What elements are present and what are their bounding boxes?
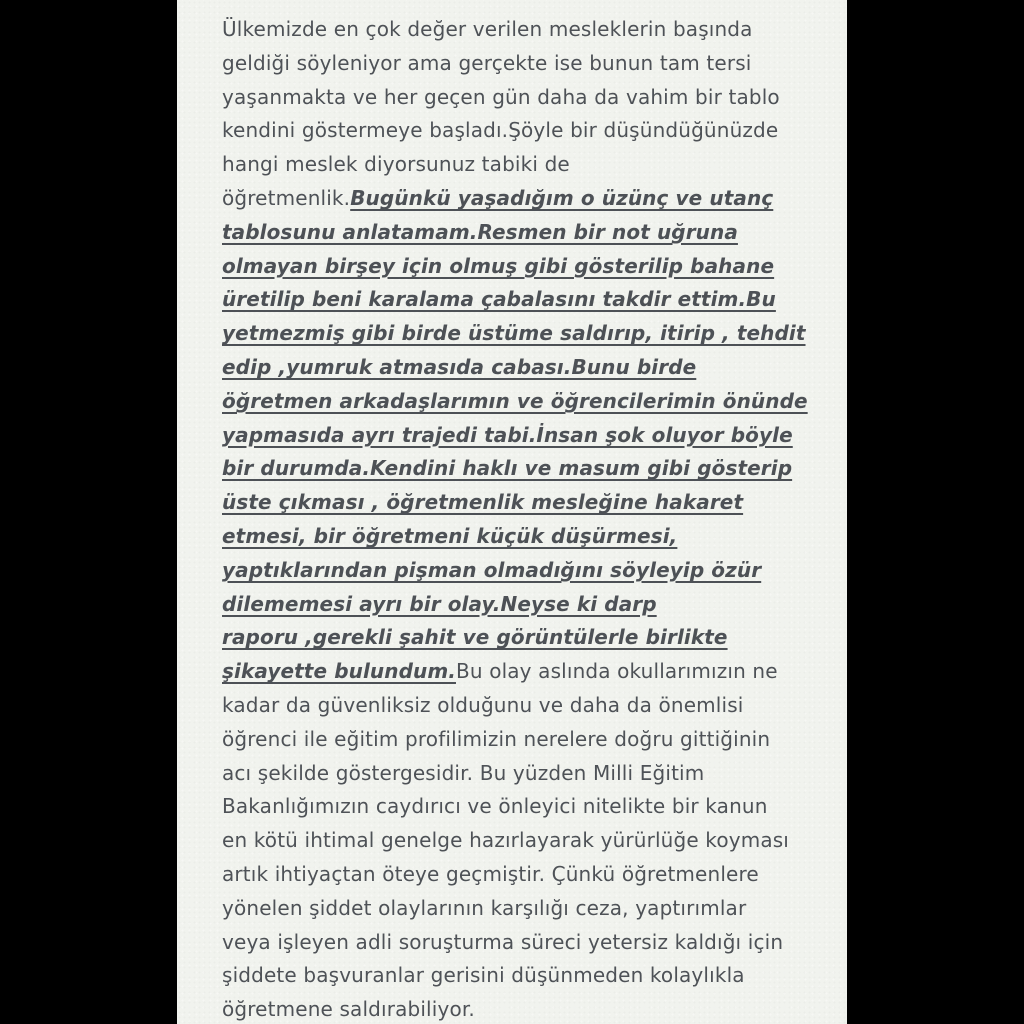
text-line-7 [222, 216, 822, 250]
text-line-3 [222, 81, 822, 115]
plain-text: Ülkemizde en çok değer verilen mesleklerin başında [222, 17, 753, 41]
plain-text: kendini göstermeye başladı.Şöyle bir düşündüğünüzde [222, 118, 779, 143]
text-line-20 [222, 655, 822, 689]
text-line-9 [222, 283, 822, 317]
emphasized-text: yetmezmiş gibi birde üstüme saldırıp, itirip , tehdit [222, 321, 806, 346]
text-line-22 [222, 723, 822, 757]
text-line-17 [222, 554, 822, 588]
text-line-10 [222, 317, 822, 351]
text-line-2 [222, 47, 822, 81]
text-line-16 [222, 520, 822, 554]
text-line-4 [222, 114, 822, 148]
text-line-14 [222, 452, 822, 486]
text-line-24 [222, 790, 822, 824]
emphasized-text: edip ,yumruk atmasıda cabası.Bunu birde [222, 354, 697, 379]
emphasized-text: şikayette bulundum. [222, 659, 456, 684]
plain-text: artık ihtiyaçtan öteye geçmiştir. Çünkü öğretmenlere [222, 861, 759, 886]
text-line-30 [222, 993, 822, 1024]
plain-text: hangi meslek diyorsunuz tabiki de [222, 152, 570, 177]
text-line-21 [222, 689, 822, 723]
text-line-23 [222, 757, 822, 791]
emphasized-text: yaptıklarından pişman olmadığını söyleyip özür [222, 557, 762, 582]
plain-text: öğretmenlik. [222, 185, 351, 210]
plain-text: yaşanmakta ve her geçen gün daha da vahim bir tablo [222, 84, 780, 109]
text-line-11 [222, 351, 822, 385]
plain-text: veya işleyen adli soruşturma süreci yetersiz kaldığı için [222, 929, 784, 954]
text-line-26 [222, 858, 822, 892]
text-line-27 [222, 892, 822, 926]
plain-text: öğrenci ile eğitim profilimizin nerelere doğru gittiğinin [222, 726, 771, 751]
text-line-12 [222, 385, 822, 419]
emphasized-text: tablosunu anlatamam.Resmen bir not uğruna [222, 219, 738, 244]
text-line-8 [222, 250, 822, 284]
emphasized-text: öğretmen arkadaşlarımın ve öğrencilerimin önünde [222, 388, 808, 413]
text-line-18 [222, 588, 822, 622]
emphasized-text: yapmasıda ayrı trajedi tabi.İnsan şok oluyor böyle [222, 422, 793, 447]
text-line-5 [222, 148, 822, 182]
plain-text: Bu olay aslında okullarımızın ne [455, 659, 778, 684]
emphasized-text: Bugünkü yaşadığım o üzünç ve utanç [350, 185, 774, 210]
emphasized-text: bir durumda.Kendini haklı ve masum gibi gösterip [222, 456, 793, 481]
document-text [222, 13, 822, 1024]
plain-text: Bakanlığımızın caydırıcı ve önleyici nitelikte bir kanun [222, 794, 768, 819]
plain-text: en kötü ihtimal genelge hazırlayarak yürürlüğe koyması [222, 828, 790, 853]
plain-text: şiddete başvuranlar gerisini düşünmeden kolaylıkla [222, 963, 745, 988]
plain-text: geldiği söyleniyor ama gerçekte ise bunun tam tersi [222, 50, 752, 75]
plain-text: kadar da güvenliksiz olduğunu ve daha da önemlisi [222, 692, 744, 717]
emphasized-text: olmayan birşey için olmuş gibi gösterilip bahane [222, 253, 775, 278]
text-line-28 [222, 926, 822, 960]
text-line-29 [222, 959, 822, 993]
emphasized-text: etmesi, bir öğretmeni küçük düşürmesi, [222, 523, 678, 548]
emphasized-text: dilememesi ayrı bir olay.Neyse ki darp [222, 591, 657, 616]
emphasized-text: raporu ,gerekli şahit ve görüntülerle birlikte [222, 625, 728, 650]
document-page [177, 0, 847, 1024]
text-line-25 [222, 824, 822, 858]
emphasized-text: üste çıkması , öğretmenlik mesleğine hakaret [222, 490, 744, 515]
plain-text: acı şekilde göstergesidir. Bu yüzden Milli Eğitim [222, 760, 705, 785]
text-line-1 [222, 13, 822, 47]
emphasized-text: üretilip beni karalama çabalasını takdir ettim.Bu [222, 287, 776, 312]
plain-text: yönelen şiddet olaylarının karşılığı ceza, yaptırımlar [222, 895, 747, 920]
text-line-19 [222, 621, 822, 655]
text-line-6 [222, 182, 822, 216]
text-line-15 [222, 486, 822, 520]
plain-text: öğretmene saldırabiliyor. [222, 997, 475, 1022]
text-line-13 [222, 419, 822, 453]
